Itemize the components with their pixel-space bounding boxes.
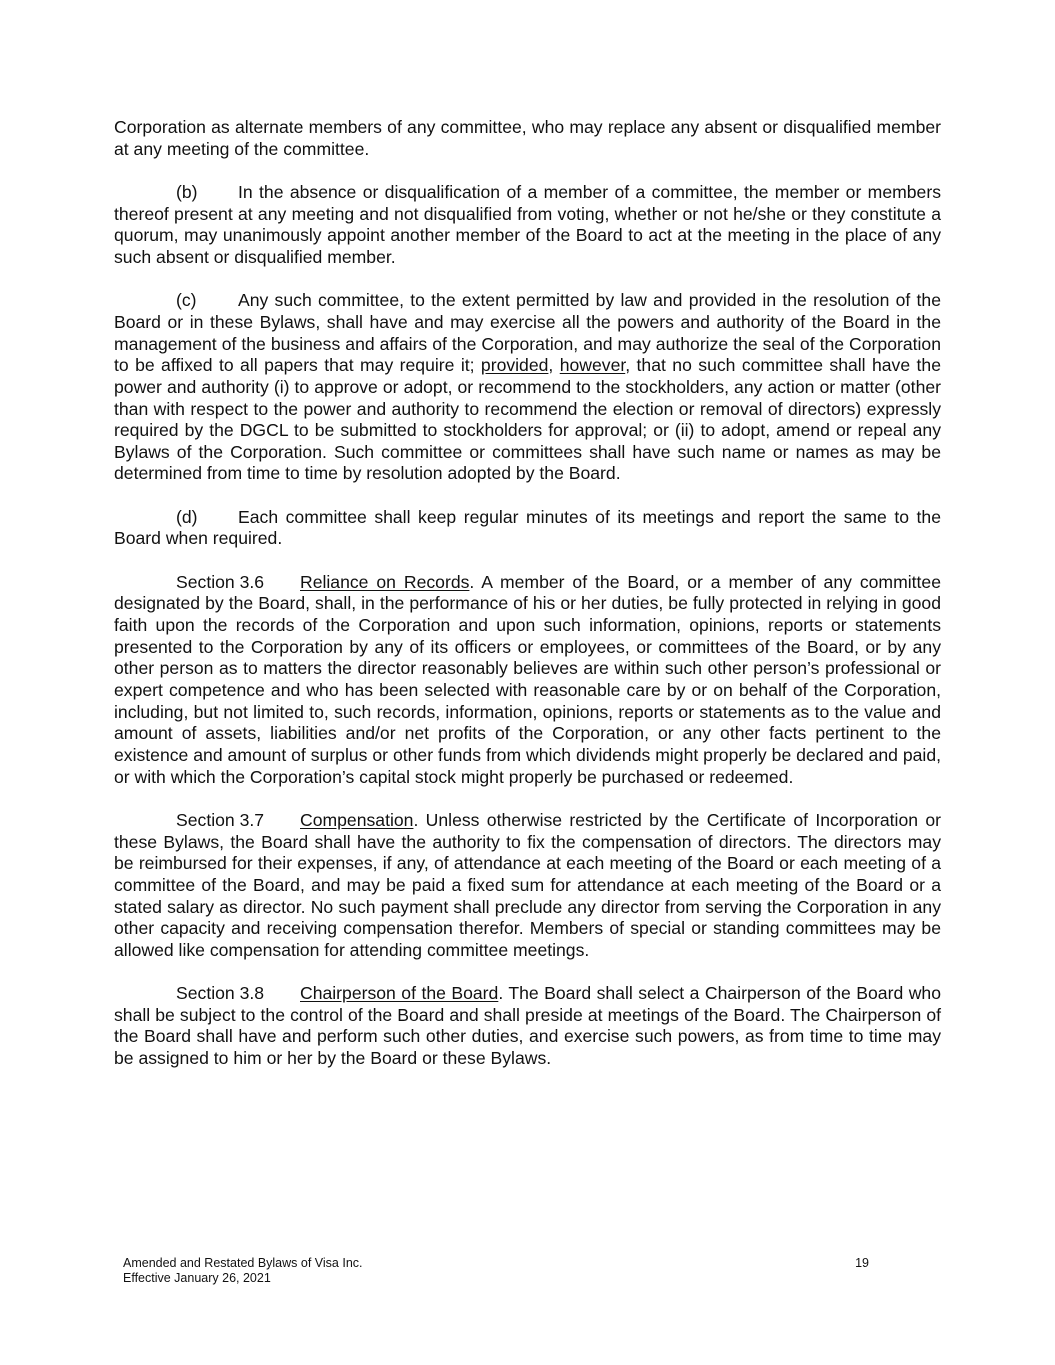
paragraph-text: , that no such committee shall have the power and authority (i) to approve or adopt, or recommend to the stockholders, any action or matter (other than with respect to the power and authority to recommend the election or removal of directors) expressly required by the DGCL to be submitted to stockholders for approval; or (ii) to adopt, amend or repeal any Bylaws of the Corporation. Such committee or committees shall have such name or names as may be determined from time to time by resolution adopted by the Board. [114,355,941,484]
paragraph-text: Each committee shall keep regular minutes of its meetings and report the same to the Board when required. [114,506,941,549]
paragraph-text: Corporation as alternate members of any committee, who may replace any absent or disqualified member at any meeting of the committee. [114,117,941,159]
underlined-term-provided: provided [480,355,549,376]
section-text: . A member of the Board, or a member of any committee designated by the Board, shall, in the performance of his or her duties, be fully protected in relying in good faith upon the records of the Corporation and upon such information, opinions, reports or statements presented to the Corporation by any of its officers or employees, or committees of the Board, or by any other person as to matters the director reasonably believes are within such other person’s professional or expert competence and who has been selected with reasonable care by or on behalf of the Corporation, including, but not limited to, such records, information, opinions, reports or statements as to the value and amount of assets, liabilities and/or net profits of the Corporation, or any other facts pertinent to the existence and amount of surplus or other funds from which dividends might properly be declared and paid, or with which the Corporation’s capital stock might properly be purchased or redeemed. [114,571,941,787]
page-footer [123,1256,873,1286]
section-number: Section 3.6 [176,571,265,592]
section-3-6 [114,572,941,789]
paragraph-text: In the absence or disqualification of a member of a committee, the member or members thereof present at any meeting and not disqualified from voting, whether or not he/she or they constitute a quorum, may unanimously appoint another member of the Board to act at the meeting in the place of any such absent or disqualified member. [114,181,941,267]
page-number: 19 [855,1256,869,1270]
underlined-term-however: however [559,355,626,376]
section-heading: Reliance on Records [300,571,470,592]
section-heading: Compensation [300,809,414,830]
section-heading: Chairperson of the Board [300,983,499,1004]
paragraph-label: (c) [176,290,197,311]
paragraph-continuation [114,117,941,160]
paragraph-label: (b) [176,181,198,202]
paragraph-d [114,507,941,550]
footer-effective-date: Effective January 26, 2021 [123,1271,271,1285]
section-text: . Unless otherwise restricted by the Certificate of Incorporation or these Bylaws, the Board shall have the authority to fix the compensation of directors. The directors may be reimbursed for their expenses, if any, of attendance at each meeting of the Board or each meeting of a committee of the Board, and may be paid a fixed sum for attendance at each meeting of the Board or a stated salary as director. No such payment shall preclude any director from serving the Corporation in any other capacity and receiving compensation therefor. Members of special or standing committees may be allowed like compensation for attending committee meetings. [114,809,941,960]
paragraph-label: (d) [176,506,198,527]
paragraph-text: Any such committee, to the extent permitted by law and provided in the resolution of the Board or in these Bylaws, shall have and may exercise all the powers and authority of the Board in the management of the business and affairs of the Corporation, and may authorize the seal of the Corporation to be affixed to all papers that may require it; [114,290,941,376]
footer-document-title: Amended and Restated Bylaws of Visa Inc. [123,1256,363,1270]
section-text: . The Board shall select a Chairperson of the Board who shall be subject to the control of the Board and shall preside at meetings of the Board. The Chairperson of the Board shall have and perform such other duties, and exercise such powers, as from time to time may be assigned to him or her by the Board or these Bylaws. [114,983,941,1069]
section-number: Section 3.7 [176,809,265,830]
paragraph-c: (c) Any such committee, to the extent permitted by law and provided in the resolution of the Board or in these Bylaws, shall have and may exercise all the powers and authority of the Board in the management of the business and affairs of the Corporation, and may authorize the seal of the Corporation to be affixed to all papers that may require it; provided, however, that no such committee shall have the power and authority (i) to approve or adopt, or recommend to the stockholders, any action or matter (other than with respect to the power and authority to recommend the election or removal of directors) expressly required by the DGCL to be submitted to stockholders for approval; or (ii) to adopt, amend or repeal any Bylaws of the Corporation. Such committee or committees shall have such name or names as may be determined from time to time by resolution adopted by the Board. [114,290,941,484]
section-3-7 [114,810,941,962]
section-3-8 [114,983,941,1070]
section-number: Section 3.8 [176,983,265,1004]
document-body [114,117,941,1091]
paragraph-b [114,182,941,269]
